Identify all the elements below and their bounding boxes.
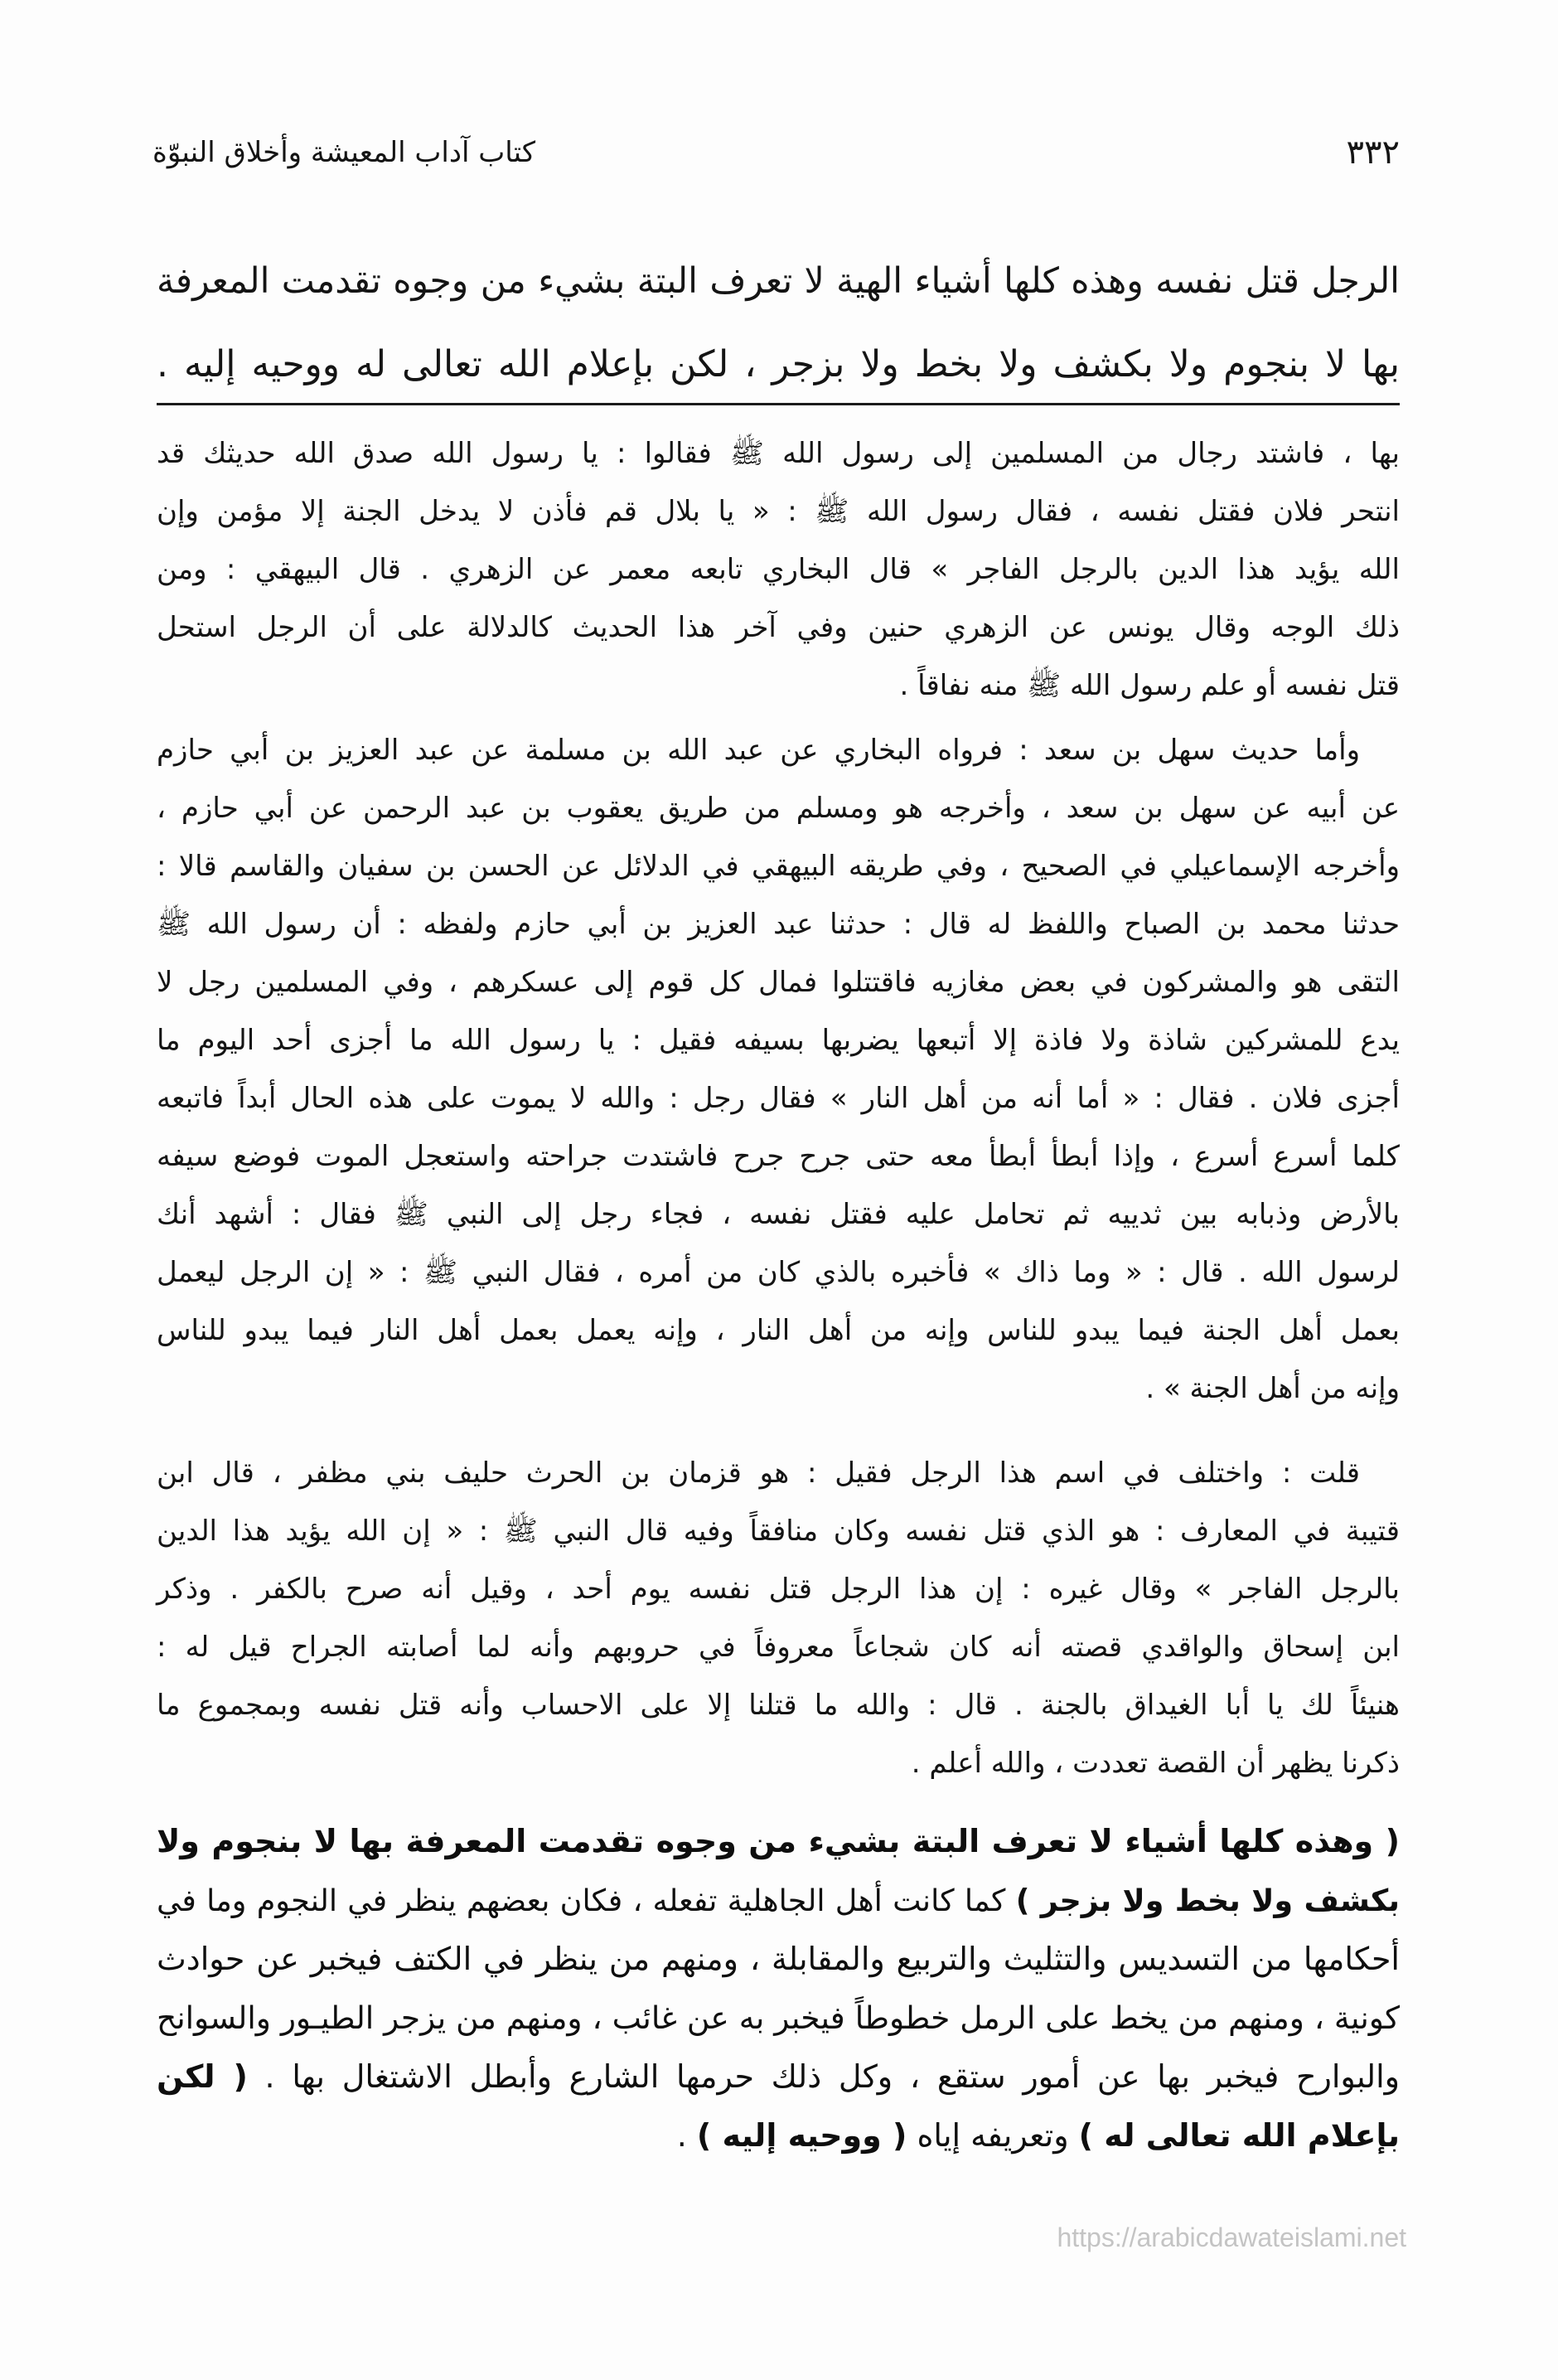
footnote-line: حدثنا محمد بن الصباح واللفظ له قال : حدثنا عبد العزيز بن أبي حازم ولفظه : أن رسول الله ﷺ (157, 908, 1400, 941)
commentary-text: كونية ، ومنهم من يخط على الرمل خطوطاً فيخبر به عن غائب ، ومنهم من يزجر الطيـور والسوانح (157, 1999, 1400, 2036)
commentary-text: والبوارح فيخبر بها عن أمور ستقع ، وكل ذلك حرمها الشارع وأبطل الاشتغال بها . (247, 2058, 1400, 2095)
book-title: كتاب آداب المعيشة وأخلاق النبوّة (152, 136, 536, 169)
footnote-line: بعمل أهل الجنة فيما يبدو للناس وإنه من أهل النار ، وإنه يعمل بعمل أهل النار فيما يبدو للناس (157, 1314, 1400, 1347)
footnote-line: وأخرجه الإسماعيلي في الصحيح ، وفي طريقه البيهقي في الدلائل عن الحسن بن سفيان والقاسم قالا : (157, 850, 1400, 883)
watermark-url: https://arabicdawateislami.net (1057, 2222, 1406, 2252)
footnote-line: قلت : واختلف في اسم هذا الرجل فقيل : هو قزمان بن الحرث حليف بني مظفر ، قال ابن (157, 1457, 1360, 1490)
footnote-line: عن أبيه عن سهل بن سعد ، وأخرجه هو ومسلم من طريق يعقوب بن عبد الرحمن عن أبي حازم ، (157, 792, 1400, 825)
commentary-line (157, 1871, 1400, 1930)
footnote-line: ذلك الوجه وقال يونس عن الزهري حنين وفي آخر هذا الحديث كالدلالة على أن الرجل استحل (157, 611, 1400, 644)
footnote-line: قتل نفسه أو علم رسول الله ﷺ منه نفاقاً . (899, 669, 1400, 702)
footnote-line: ذكرنا يظهر أن القصة تعددت ، والله أعلم . (911, 1747, 1400, 1780)
footnote-paragraph (157, 1444, 1400, 1792)
commentary-line (157, 1812, 1400, 1871)
footnote-line: هنيئاً لك يا أبا الغيداق بالجنة . قال : والله ما قتلنا إلا على الاحساب وأنه قتل نفسه وبمجموع ما (157, 1689, 1400, 1722)
commentary-line (157, 1930, 1400, 1989)
matn-quote: ( لكن (157, 2058, 248, 2095)
footnote-paragraph (157, 721, 1400, 1418)
footnotes (157, 424, 1400, 1792)
matn-quote: ( ووحيه إليه ) (696, 2117, 907, 2154)
footnote-line: انتحر فلان فقتل نفسه ، فقال رسول الله ﷺ : « يا بلال قم فأذن لا يدخل الجنة إلا مؤمن وإن (157, 495, 1400, 528)
matn-quote: ( وهذه كلها أشياء لا تعرف البتة بشيء من وجوه تقدمت المعرفة بها لا بنجوم ولا (157, 1823, 1400, 1859)
commentary (157, 1812, 1400, 2165)
page-number: ٣٣٢ (1346, 133, 1400, 172)
footnote-line: وأما حديث سهل بن سعد : فرواه البخاري عن عبد الله بن مسلمة عن عبد العزيز بن أبي حازم (157, 734, 1360, 767)
main-text (157, 240, 1400, 406)
matn-quote: بكشف ولا بخط ولا بزجر ) (1015, 1883, 1400, 1918)
main-text-line: بها لا بنجوم ولا بكشف ولا بخط ولا بزجر ، لكن بإعلام الله تعالى له ووحيه إليه . (157, 343, 1400, 385)
commentary-text: أحكامها من التسديس والتثليث والتربيع والمقابلة ، ومنهم من ينظر في الكتف فيخبر عن حوادث (157, 1941, 1400, 1977)
footnote-line: بالأرض وذبابه بين ثدييه ثم تحامل عليه فقتل نفسه ، فجاء رجل إلى النبي ﷺ فقال : أشهد أنك (157, 1198, 1400, 1231)
footnote-line: يدع للمشركين شاذة ولا فاذة إلا أتبعها يضربها بسيفه فقيل : يا رسول الله ما أجزى أحد اليوم ما (157, 1024, 1400, 1057)
footnote-line: كلما أسرع أسرع ، وإذا أبطأ أبطأ معه حتى جرح جرح فاشتدت جراحته واستعجل الموت فوضع سيفه (157, 1140, 1400, 1173)
commentary-text: وتعريفه إياه (907, 2117, 1079, 2154)
commentary-text: . (676, 2117, 697, 2154)
footnote-separator (157, 403, 1400, 405)
footnote-line: بالرجل الفاجر » وقال غيره : إن هذا الرجل قتل نفسه يوم أحد ، وقيل أنه صرح بالكفر . وذكر (157, 1573, 1400, 1606)
footnote-line: أجزى فلان . فقال : « أما أنه من أهل النار » فقال رجل : والله لا يموت على هذه الحال أبداً فاتبعه (157, 1082, 1400, 1115)
footnote-line: قتيبة في المعارف : هو الذي قتل نفسه وكان منافقاً وفيه قال النبي ﷺ : « إن الله يؤيد هذا الدين (157, 1515, 1400, 1548)
footnote-line: ابن إسحاق والواقدي قصته أنه كان شجاعاً معروفاً في حروبهم وأنه لما أصابته الجراح قيل له : (157, 1631, 1400, 1664)
footnote-paragraph (157, 424, 1400, 715)
footnote-line: وإنه من أهل الجنة » . (1145, 1372, 1400, 1405)
running-header (152, 121, 1400, 184)
footnote-line: لرسول الله . قال : « وما ذاك » فأخبره بالذي كان من أمره ، فقال النبي ﷺ : « إن الرجل ليعمل (157, 1256, 1400, 1289)
matn-quote: بإعلام الله تعالى له ) (1078, 2117, 1400, 2154)
commentary-line (157, 2106, 1400, 2165)
footnote-line: التقى هو والمشركون في بعض مغازيه فاقتتلوا فمال كل قوم إلى عسكرهم ، وفي المسلمين رجل لا (157, 966, 1400, 999)
main-text-line: الرجل قتل نفسه وهذه كلها أشياء الهية لا تعرف البتة بشيء من وجوه تقدمت المعرفة (157, 261, 1400, 302)
commentary-text: كما كانت أهل الجاهلية تفعله ، فكان بعضهم ينظر في النجوم وما في (157, 1883, 1016, 1918)
footnote-line: بها ، فاشتد رجال من المسلمين إلى رسول الله ﷺ فقالوا : يا رسول الله صدق الله حديثك قد (157, 437, 1400, 470)
commentary-line (157, 1989, 1400, 2048)
commentary-line (157, 2048, 1400, 2106)
footnote-line: الله يؤيد هذا الدين بالرجل الفاجر » قال البخاري تابعه معمر عن الزهري . قال البيهقي : ومن (157, 553, 1400, 586)
